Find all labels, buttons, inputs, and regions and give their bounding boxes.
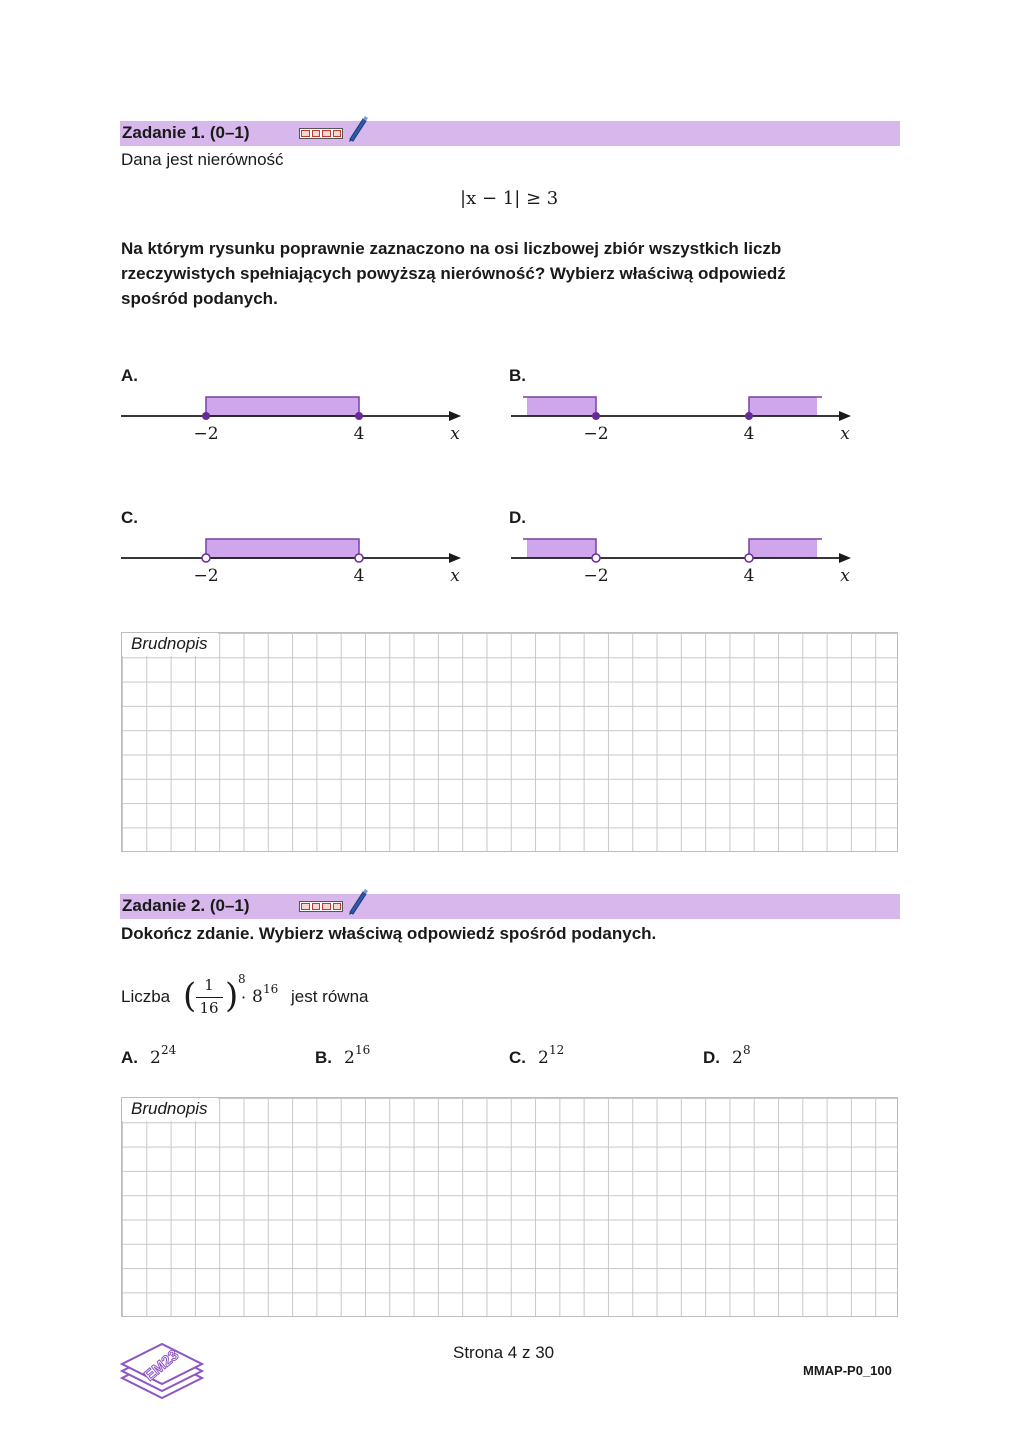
option-a-left-point (202, 412, 210, 420)
option-d-number-line[interactable] (505, 532, 865, 592)
left-paren: ( (183, 976, 197, 1016)
answer-c-base: 2 (538, 1048, 549, 1068)
times-sign: · (241, 988, 247, 1007)
option-a-number-line[interactable] (115, 390, 475, 450)
answer-d-exp: 8 (743, 1043, 751, 1057)
fraction-numerator: 1 (204, 976, 214, 994)
task2-instruction: Dokończ zdanie. Wybierz właściwą odpowiedź spośród podanych. (121, 924, 657, 943)
option-c-right-point (355, 554, 363, 562)
em23-logo (118, 1340, 206, 1400)
task1-scratch-grid[interactable] (121, 632, 898, 852)
answer-c-label: C. (509, 1048, 526, 1067)
fraction-denominator: 16 (199, 999, 219, 1017)
outer-exponent: 8 (238, 972, 246, 986)
fraction-bar (196, 997, 223, 998)
difficulty-badge (299, 901, 343, 912)
option-b-right-point (745, 412, 753, 420)
exam-code: MMAP-P0_100 (803, 1363, 892, 1378)
option-b-arrow (839, 411, 851, 421)
option-a-arrow (449, 411, 461, 421)
option-a-tick-right: 4 (353, 424, 365, 444)
task2-suffix: jest równa (291, 987, 369, 1006)
task1-inequality: |x − 1| ≥ 3 (460, 188, 559, 209)
option-c-tick-left: −2 (193, 566, 219, 586)
option-c-interval (206, 539, 359, 558)
task2-expression (121, 972, 521, 1022)
option-d-tick-right: 4 (743, 566, 755, 586)
option-d-left-ray (527, 539, 596, 558)
option-d-axis-label: x (840, 566, 850, 586)
option-c-axis-label: x (450, 566, 460, 586)
right-paren: ) (225, 976, 239, 1016)
option-a-right-point (355, 412, 363, 420)
option-a-axis-label: x (450, 424, 460, 444)
answer-a-label: A. (121, 1048, 138, 1067)
task1-question-line1: Na którym rysunku poprawnie zaznaczono na osi liczbowej zbiór wszystkich liczb (121, 239, 782, 258)
option-d-left-point (592, 554, 600, 562)
option-b-label[interactable]: B. (509, 366, 526, 385)
option-b-right-ray (749, 397, 817, 416)
task1-question-line2: rzeczywistych spełniających powyższą nierówność? Wybierz właściwą odpowiedź (121, 264, 786, 283)
task2-header (120, 894, 900, 919)
task1-question-line3: spośród podanych. (121, 289, 278, 308)
task1-title: Zadanie 1. (0–1) (122, 123, 250, 142)
task2-scratch-grid[interactable] (121, 1097, 898, 1317)
option-b-left-ray (527, 397, 596, 416)
logo-text: EM23 (141, 1346, 183, 1385)
option-d-right-ray (749, 539, 817, 558)
pen-icon (346, 888, 368, 916)
option-b-number-line[interactable] (505, 390, 865, 450)
answer-a-exp: 24 (161, 1043, 177, 1057)
option-c-label[interactable]: C. (121, 508, 138, 527)
option-c-arrow (449, 553, 461, 563)
task1-intro: Dana jest nierówność (121, 150, 284, 169)
option-d-arrow (839, 553, 851, 563)
option-b-tick-left: −2 (583, 424, 609, 444)
task1-scratch-label: Brudnopis (122, 633, 218, 656)
option-c-number-line[interactable] (115, 532, 475, 592)
task1-header (120, 121, 900, 146)
option-a-interval (206, 397, 359, 416)
option-d-label[interactable]: D. (509, 508, 526, 527)
answer-c-exp: 12 (549, 1043, 565, 1057)
task2-title: Zadanie 2. (0–1) (122, 896, 250, 915)
option-b-tick-right: 4 (743, 424, 755, 444)
difficulty-badge (299, 128, 343, 139)
option-a-tick-left: −2 (193, 424, 219, 444)
base-eight: 8 (252, 987, 263, 1007)
task2-prefix: Liczba (121, 987, 171, 1006)
answer-d-base: 2 (732, 1048, 743, 1068)
option-a-label[interactable]: A. (121, 366, 138, 385)
answer-a-base: 2 (150, 1048, 161, 1068)
option-c-left-point (202, 554, 210, 562)
exponent-sixteen: 16 (263, 982, 279, 996)
answer-b-base: 2 (344, 1048, 355, 1068)
answer-b-exp: 16 (355, 1043, 371, 1057)
option-b-axis-label: x (840, 424, 850, 444)
pen-icon (346, 115, 368, 143)
option-b-left-point (592, 412, 600, 420)
option-d-tick-left: −2 (583, 566, 609, 586)
option-c-tick-right: 4 (353, 566, 365, 586)
task2-scratch-label: Brudnopis (122, 1098, 218, 1121)
option-d-right-point (745, 554, 753, 562)
answer-b-label: B. (315, 1048, 332, 1067)
answer-d-label: D. (703, 1048, 720, 1067)
page-number: Strona 4 z 30 (453, 1343, 555, 1362)
